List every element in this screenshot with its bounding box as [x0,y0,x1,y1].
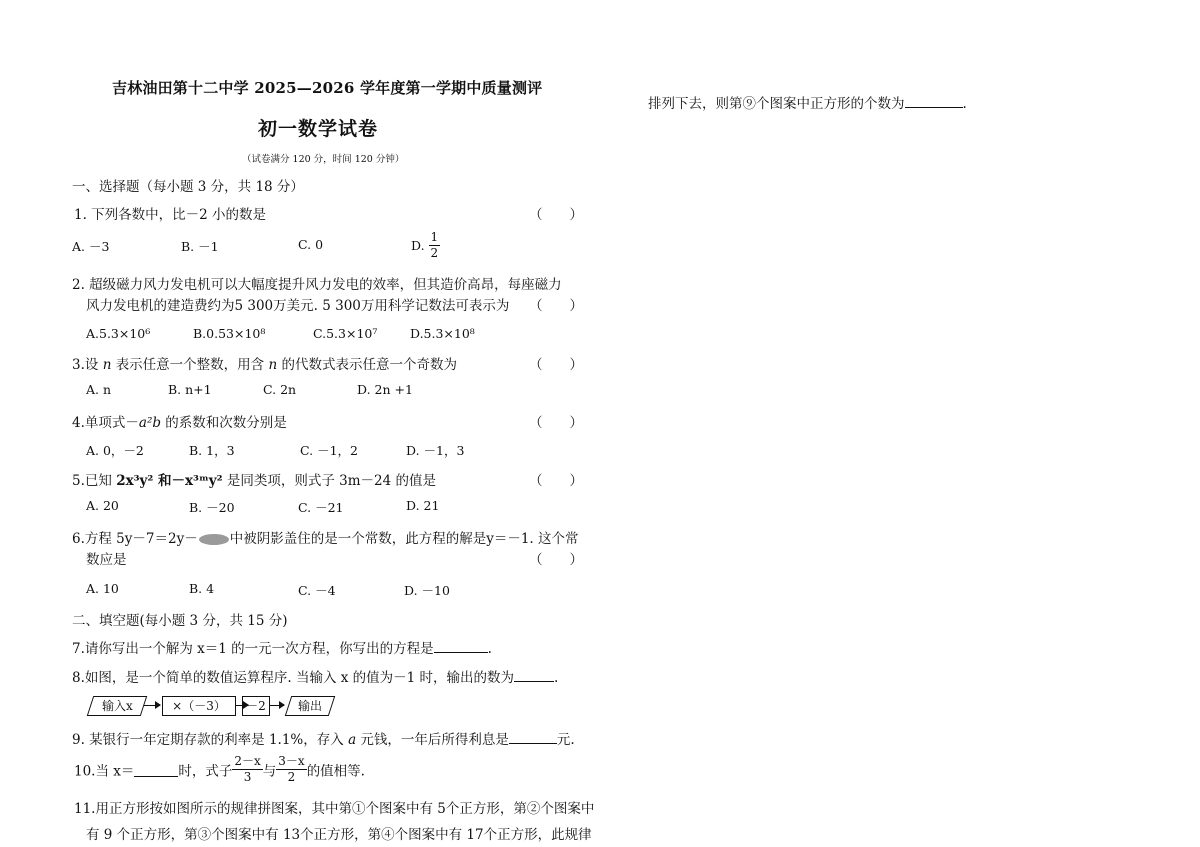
q5-option-a: A. 20 [86,498,119,513]
answer-blank[interactable] [134,763,178,777]
q2-option-b: B.0.53×10⁸ [193,326,266,341]
computation-flowchart [86,694,386,718]
q2-option-c: C.5.3×10⁷ [313,326,378,341]
q5-option-c: C. －21 [298,500,344,515]
q4-option-d: D. －1，3 [406,443,465,458]
q11-continuation: 排列下去，则第⑨个图案中正方形的个数为 . [648,96,967,112]
q5-answer-paren[interactable]: （ ） [529,473,583,489]
q2-option-d: D.5.3×10⁸ [410,326,475,341]
q5-text: 5.已知 2x³y² 和－x³ᵐy² 是同类项，则式子 3m－24 的值是 [72,473,437,489]
answer-blank[interactable] [509,730,557,744]
flow-input-box: 输入x [87,696,147,716]
q4-text: 4.单项式－a²b 的系数和次数分别是 [72,415,287,431]
q3-option-b: B. n+1 [168,382,212,397]
q2-line1: 2. 超级磁力风力发电机可以大幅度提升风力发电的效率，但其造价高昂，每座磁力 [72,277,562,293]
q6-option-d: D. －10 [404,583,450,598]
section2-heading: 二、填空题(每小题 3 分，共 15 分) [72,613,288,629]
q5-option-b: B. －20 [189,500,235,515]
q10-fraction-2: $\frac{3-x}{2}$ [278,754,305,784]
q9-text: 9. 某银行一年定期存款的利率是 1.1%，存入 a 元钱，一年后所得利息是 元. [72,732,575,748]
q3-option-c: C. 2n [263,382,297,397]
q1-option-c: C. 0 [298,237,324,252]
q1-option-d-fraction: $\frac{1}{2}$ [430,230,439,260]
q2-line2: 风力发电机的建造费约为5 300万美元. 5 300万用科学记数法可表示为 [86,298,510,314]
answer-blank[interactable] [905,94,963,108]
q7-text: 7.请你写出一个解为 x＝1 的一元一次方程，你写出的方程是 . [72,641,492,657]
q10-text: 10.当 x＝ 时，式子 $\frac{2-x}{3}$ 与 $\frac{3-x}{2}$ 的值相等. [74,754,365,784]
flow-output-box: 输出 [285,696,335,716]
q3-option-d: D. 2n +1 [357,382,413,397]
section1-heading: 一、选择题（每小题 3 分，共 18 分） [72,179,304,195]
flow-multiply-box: ×（－3） [162,696,236,716]
q6-line2: 数应是 [86,552,127,568]
q4-option-a: A. 0，－2 [86,443,144,458]
q2-option-a: A.5.3×10⁶ [86,326,151,341]
answer-blank[interactable] [434,639,488,653]
q8-text: 8.如图，是一个简单的数值运算程序. 当输入 x 的值为－1 时，输出的数为 . [72,670,559,686]
q3-answer-paren[interactable]: （ ） [529,357,583,373]
flow-arrow [144,705,160,706]
q4-option-c: C. －1，2 [300,443,358,458]
q6-option-b: B. 4 [189,581,215,596]
q11-line1: 11.用正方形按如图所示的规律拼图案，其中第①个图案中有 5个正方形，第②个图案中 [74,801,595,817]
q1-option-d: D. $\frac{1}{2}$ [411,230,439,260]
shaded-constant-blob [199,534,229,545]
q5-option-d: D. 21 [406,498,440,513]
q3-option-a: A. n [86,382,112,397]
answer-blank[interactable] [514,668,554,682]
q6-option-a: A. 10 [86,581,119,596]
q1-option-a: A. －3 [72,239,110,254]
q1-answer-paren[interactable]: （ ） [529,207,583,223]
q4-answer-paren[interactable]: （ ） [529,415,583,431]
q1-text: 1. 下列各数中，比－2 小的数是 [74,207,267,223]
exam-note: （试卷满分 120 分，时间 120 分钟） [242,154,405,165]
q2-answer-paren[interactable]: （ ） [529,298,583,314]
q6-text: 6.方程 5y－7＝2y－ 中被阴影盖住的是一个常数，此方程的解是y＝－1. 这个常 [72,531,579,547]
flow-subtract-box: －2 [242,696,270,716]
q4-option-b: B. 1，3 [189,443,235,458]
q1-option-b: B. －1 [181,239,219,254]
exam-title: 初一数学试卷 [258,118,379,140]
school-line: 吉林油田第十二中学 2025—2026 学年度第一学期中质量测评 [112,79,543,97]
q6-option-c: C. －4 [298,583,336,598]
flow-arrow [270,705,284,706]
q11-line2: 有 9 个正方形，第③个图案中有 13个正方形，第④个图案中有 17个正方形，此规律 [86,827,592,843]
q3-text: 3.设 n 表示任意一个整数，用含 n 的代数式表示任意一个奇数为 [72,357,457,373]
q10-fraction-1: $\frac{2-x}{3}$ [234,754,261,784]
q6-answer-paren[interactable]: （ ） [529,552,583,568]
